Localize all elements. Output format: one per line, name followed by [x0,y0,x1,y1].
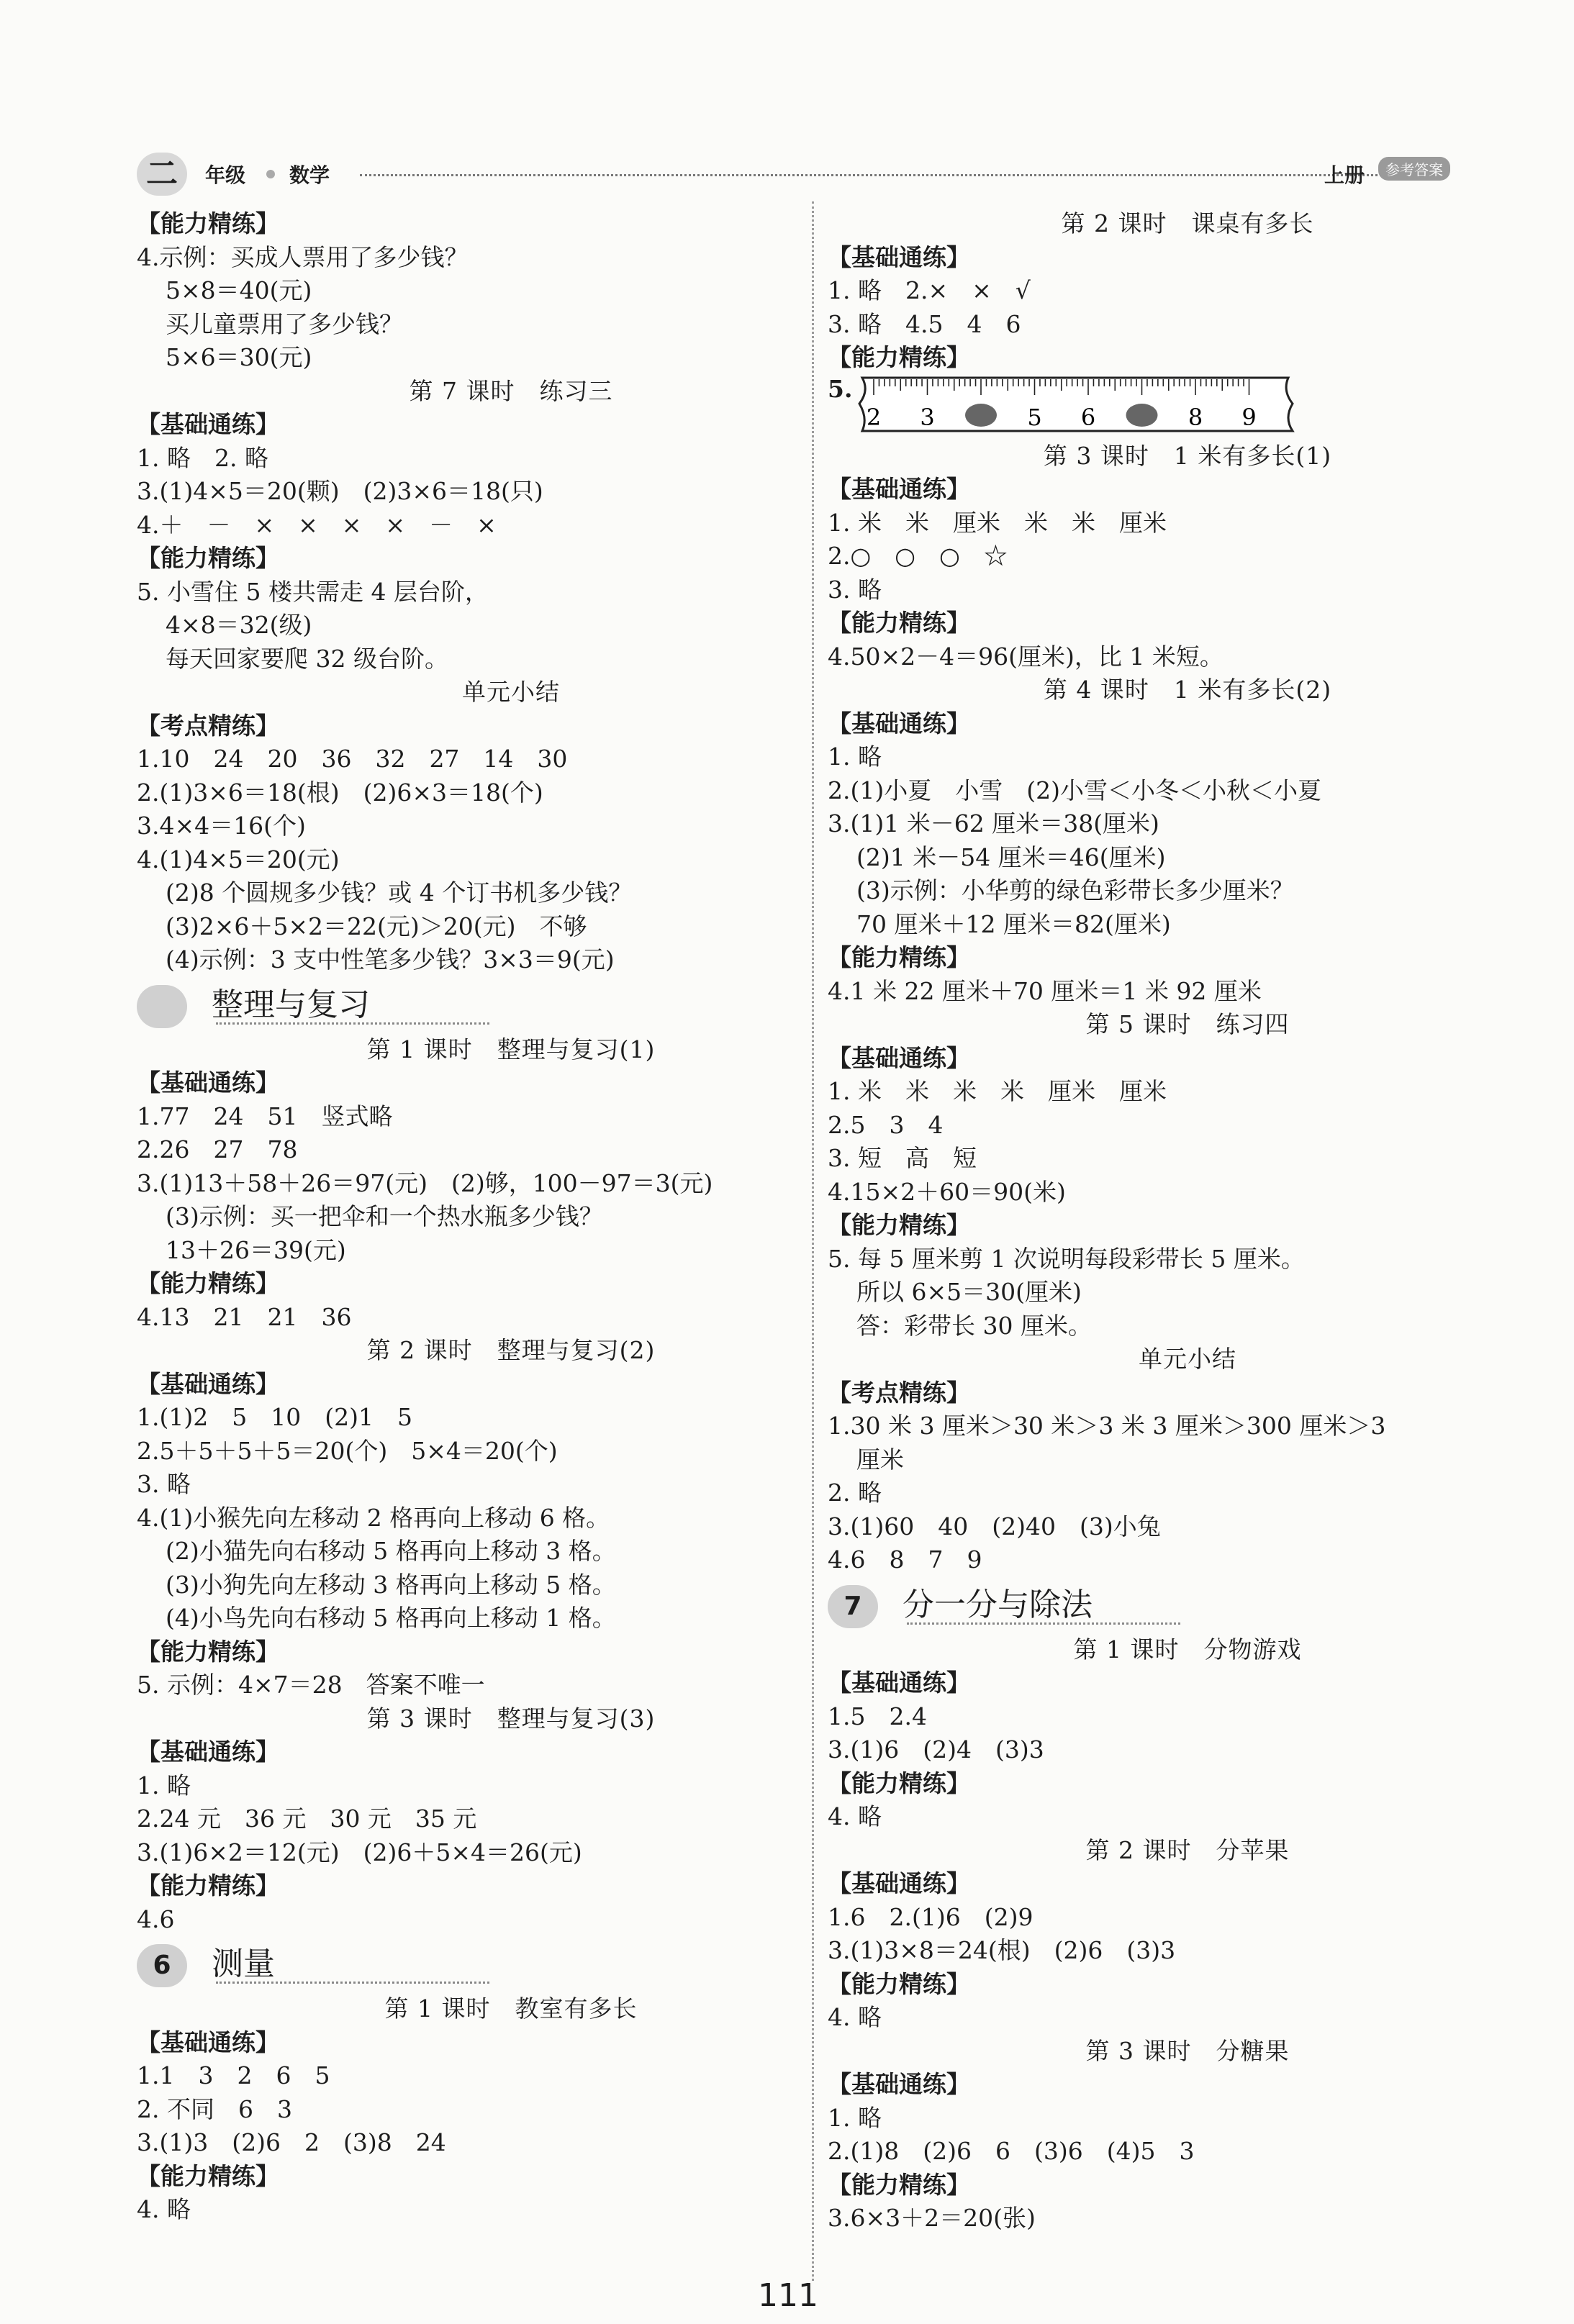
answer-line: 1.10 24 20 36 32 27 14 30 [137,745,568,773]
section-tag: 【能力精练】 [828,1769,970,1797]
unit-number-badge: 7 [828,1585,878,1628]
ruler-label: 6 [1080,403,1096,431]
answer-line: (2)1 米－54 厘米＝46(厘米) [856,843,1166,871]
unit-title: 分一分与除法 [903,1586,1093,1623]
answer-line: 3.(1)1 米－62 厘米＝38(厘米) [828,809,1159,838]
ink-blot-icon [965,404,997,427]
lesson-title: 第 4 课时 1 米有多长(2) [1043,676,1332,704]
answer-line: 4.6 [137,1905,175,1933]
section-tag: 【基础通练】 [828,1043,970,1072]
answer-line: 2.5＋5＋5＋5＝20(个) 5×4＝20(个) [137,1436,558,1465]
answer-line: 2. 不同 6 3 [137,2094,292,2123]
subject-label: 数学 [289,163,330,187]
answer-line: 3.(1)4×5＝20(颗) (2)3×6＝18(只) [137,477,543,505]
section-tag: 【基础通练】 [828,2070,970,2098]
unit-underline [216,1982,489,1984]
answer-line: 2. 略 [828,1479,882,1507]
ruler-icon [856,371,1303,440]
answer-line: 1.77 24 51 竖式略 [137,1102,393,1130]
column-divider [812,201,814,2281]
section-tag: 【能力精练】 [828,343,970,371]
answer-line: 4.6 8 7 9 [828,1545,982,1574]
ruler-figure [828,375,1461,440]
page-number: 111 [758,2277,818,2314]
section-tag: 【能力精练】 [137,1269,279,1297]
answer-line: 3.(1)3 (2)6 2 (3)8 24 [137,2128,446,2156]
answer-line: (4)示例：3 支中性笔多少钱？3×3＝9(元) [166,945,615,973]
answer-line: 1. 略 [828,2103,882,2132]
unit-number-badge: 6 [137,1944,187,1987]
answer-line: 3.(1)3×8＝24(根) (2)6 (3)3 [828,1936,1176,1964]
answer-line: 4.1 米 22 厘米＋70 厘米＝1 米 92 厘米 [828,976,1262,1005]
section-tag: 【能力精练】 [137,2161,279,2190]
answer-line: 70 厘米＋12 厘米＝82(厘米) [856,909,1171,938]
section-tag: 【能力精练】 [828,943,970,971]
answer-line: 1. 略 2. 略 [137,443,268,472]
page-header [137,153,1454,196]
unit-heading [137,1936,799,1992]
answer-line: (3)示例：买一把伞和一个热水瓶多少钱？ [166,1202,603,1230]
answer-line: (4)小鸟先向右移动 5 格再向上移动 1 格。 [166,1604,616,1632]
lesson-title: 第 5 课时 练习四 [1085,1010,1290,1038]
answer-line: 4×8＝32(级) [166,611,312,639]
answer-line: 答：彩带长 30 厘米。 [856,1311,1092,1340]
answer-line: 4. 略 [137,2195,191,2223]
answer-line: 13＋26＝39(元) [166,1235,346,1264]
answer-line: 每天回家要爬 32 级台阶。 [166,644,448,673]
section-tag: 【基础通练】 [828,709,970,737]
answer-line: 1. 略 [137,1771,191,1799]
answer-line: 2.(1)3×6＝18(根) (2)6×3＝18(个) [137,778,543,807]
answer-line: 3. 略 4.5 4 6 [828,309,1021,338]
section-tag: 【基础通练】 [828,475,970,503]
answer-line: 5. 小雪住 5 楼共需走 4 层台阶， [137,577,489,606]
ruler-label: 3 [920,403,935,431]
answer-line: 1. 米 米 厘米 米 米 厘米 [828,508,1167,537]
ruler-label: 9 [1241,403,1257,431]
separator-dot-icon [266,170,275,178]
answer-line: 5. 示例：4×7＝28 答案不唯一 [137,1671,485,1699]
section-tag: 【能力精练】 [828,609,970,637]
section-tag: 【基础通练】 [137,1738,279,1766]
right-column [828,207,1461,2236]
answer-line: 2.26 27 78 [137,1135,298,1163]
answer-line: 1.6 2.(1)6 (2)9 [828,1902,1033,1931]
answer-line: 1.1 3 2 6 5 [137,2061,330,2089]
unit-heading [828,1577,1461,1633]
unit-title: 整理与复习 [212,986,370,1023]
answer-line: (3)示例：小华剪的绿色彩带长多少厘米？ [856,876,1294,904]
answer-line: 1.5 2.4 [828,1702,927,1730]
ruler-label: 5 [1027,403,1042,431]
lesson-title: 第 1 课时 整理与复习(1) [366,1035,656,1063]
answer-line: 4.15×2＋60＝90(米) [828,1177,1066,1206]
grade-label: 年级 [205,163,246,187]
answer-line: 2.24 元 36 元 30 元 35 元 [137,1805,477,1833]
lesson-title: 第 2 课时 分苹果 [1085,1835,1290,1864]
answer-line: 3. 短 高 短 [828,1144,977,1172]
section-tag: 【考点精练】 [137,711,279,740]
section-tag: 【能力精练】 [828,1211,970,1239]
grade-badge: 二 [137,153,187,196]
answer-line: 4.(1)小猴先向左移动 2 格再向上移动 6 格。 [137,1503,610,1532]
answer-line: 2.5 3 4 [828,1110,944,1139]
section-tag: 【能力精练】 [137,209,279,237]
answer-line: 3.4×4＝16(个) [137,812,306,840]
answer-line: 2.○ ○ ○ ☆ [828,542,1008,570]
answer-line: 1.30 米 3 厘米＞30 米＞3 米 3 厘米＞300 厘米＞3 [828,1412,1386,1440]
answer-line: 5×8＝40(元) [166,276,312,304]
answer-line: 1. 米 米 米 米 厘米 厘米 [828,1077,1167,1105]
section-tag: 【能力精练】 [137,1871,279,1899]
answer-line: 买儿童票用了多少钱？ [166,309,403,338]
answer-line: 厘米 [856,1445,904,1474]
lesson-title: 第 3 课时 分糖果 [1085,2036,1290,2065]
lesson-title: 第 2 课时 整理与复习(2) [366,1336,656,1364]
answer-line: (2)8 个圆规多少钱？或 4 个订书机多少钱？ [166,879,633,907]
answer-line: 2.(1)小夏 小雪 (2)小雪＜小冬＜小秋＜小夏 [828,776,1321,804]
ruler-label: 2 [866,403,882,431]
lesson-title: 第 1 课时 分物游戏 [1073,1635,1302,1663]
answer-line: 3. 略 [137,1470,191,1498]
answer-line: 3. 略 [828,575,882,604]
section-tag: 【基础通练】 [137,2028,279,2056]
answer-line: 5. 每 5 厘米剪 1 次说明每段彩带长 5 厘米。 [828,1244,1305,1273]
answer-line: 5×6＝30(元) [166,343,312,371]
lesson-title: 第 7 课时 练习三 [409,376,613,405]
section-tag: 【基础通练】 [137,1068,279,1097]
section-tag: 【基础通练】 [137,410,279,438]
section-tag: 【基础通练】 [828,242,970,271]
unit-title: 测量 [212,1946,275,1982]
lesson-title: 第 3 课时 1 米有多长(1) [1043,441,1332,470]
lesson-title: 单元小结 [1139,1345,1236,1373]
ink-blot-icon [1126,404,1158,427]
section-tag: 【能力精练】 [828,2170,970,2199]
answer-line: 1. 略 2.× × √ [828,276,1031,304]
lesson-title: 第 1 课时 教室有多长 [384,1994,638,2023]
section-tag: 【基础通练】 [137,1369,279,1398]
answer-line: 4.(1)4×5＝20(元) [137,845,340,873]
answer-line: 1.(1)2 5 10 (2)1 5 [137,1403,412,1431]
volume-label: 上册 [1324,163,1365,187]
answer-line: 1. 略 [828,743,882,771]
answer-badge: 参考答案 [1378,157,1450,181]
answer-line: 4.13 21 21 36 [137,1302,352,1331]
section-tag: 【基础通练】 [828,1669,970,1697]
answer-line: 所以 6×5＝30(厘米) [856,1278,1082,1306]
answer-line: 3.(1)6×2＝12(元) (2)6＋5×4＝26(元) [137,1838,582,1866]
left-column [137,207,799,2227]
answer-line: 3.6×3＋2＝20(张) [828,2204,1036,2232]
answer-line: (3)2×6＋5×2＝22(元)＞20(元) 不够 [166,912,587,940]
unit-heading [137,977,799,1033]
answer-line: 3.(1)13＋58＋26＝97(元) (2)够，100－97＝3(元) [137,1168,713,1197]
answer-line: 3.(1)60 40 (2)40 (3)小兔 [828,1512,1161,1540]
ruler-question-number: 5. [828,374,853,403]
answer-line: 4. 略 [828,2003,882,2031]
section-tag: 【能力精练】 [137,1637,279,1666]
section-tag: 【考点精练】 [828,1378,970,1407]
header-right [1324,153,1454,196]
answer-line: 4.50×2－4＝96(厘米)，比 1 米短。 [828,642,1224,671]
answer-line: 4.示例：买成人票用了多少钱？ [137,242,469,271]
lesson-title: 第 3 课时 整理与复习(3) [366,1704,656,1733]
answer-line: (2)小猫先向右移动 5 格再向上移动 3 格。 [166,1537,616,1565]
unit-number-badge [137,985,187,1028]
lesson-title: 第 2 课时 课桌有多长 [1061,209,1314,237]
ruler-label: 8 [1188,403,1203,431]
section-tag: 【能力精练】 [137,544,279,572]
answer-line: 3.(1)6 (2)4 (3)3 [828,1735,1044,1764]
unit-underline [216,1022,489,1025]
answer-line: (3)小狗先向左移动 3 格再向上移动 5 格。 [166,1570,616,1599]
section-tag: 【能力精练】 [828,1969,970,1998]
unit-underline [907,1622,1180,1625]
answer-line: 4. 略 [828,1802,882,1830]
header-rule [360,174,1403,176]
answer-line: 2.(1)8 (2)6 6 (3)6 (4)5 3 [828,2137,1195,2165]
lesson-title: 单元小结 [462,678,560,706]
answer-line: 4.＋ － × × × × － × [137,510,497,539]
section-tag: 【基础通练】 [828,1869,970,1897]
